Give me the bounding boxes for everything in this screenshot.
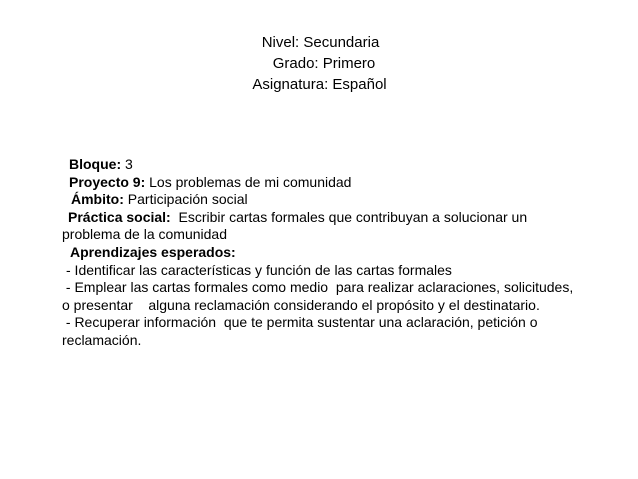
aprendizaje-item-3-line-2: reclamación. [62,331,142,348]
proyecto-line [62,174,622,192]
asignatura-text: Asignatura: Español [252,76,387,93]
grado-text: Grado: Primero [272,55,376,72]
slide-header [0,32,638,95]
nivel-text: Nivel: Secundaria [261,34,380,51]
ambito-line [62,191,622,209]
proyecto-value: Los problemas de mi comunidad [145,173,352,190]
aprendizaje-item-3-line-1: - Recuperar información que te permita sustentar una aclaración, petición o [62,314,538,331]
aprendizajes-heading: Aprendizajes esperados: [70,243,236,260]
proyecto-label: Proyecto 9: [69,173,146,190]
bloque-label: Bloque: [69,156,122,172]
bloque-value: 3 [121,156,133,172]
ambito-label: Ámbito: [71,191,124,208]
ambito-value: Participación social [123,191,248,208]
slide-body [62,156,622,350]
aprendizaje-item-2-line-1: - Emplear las cartas formales como medio para realizar aclaraciones, solicitudes, [62,279,574,296]
aprendizaje-item-1: - Identificar las características y función de las cartas formales [66,261,452,278]
practica-value: Escribir cartas formales que contribuyan a solucionar un [170,208,528,225]
aprendizaje-item-2-line-2: o presentar alguna reclamación considerando el propósito y el destinatario. [62,296,540,313]
bloque-line [62,156,622,174]
practica-continuation: problema de la comunidad [62,226,227,243]
practica-line [62,209,622,227]
practica-label: Práctica social: [68,208,171,225]
